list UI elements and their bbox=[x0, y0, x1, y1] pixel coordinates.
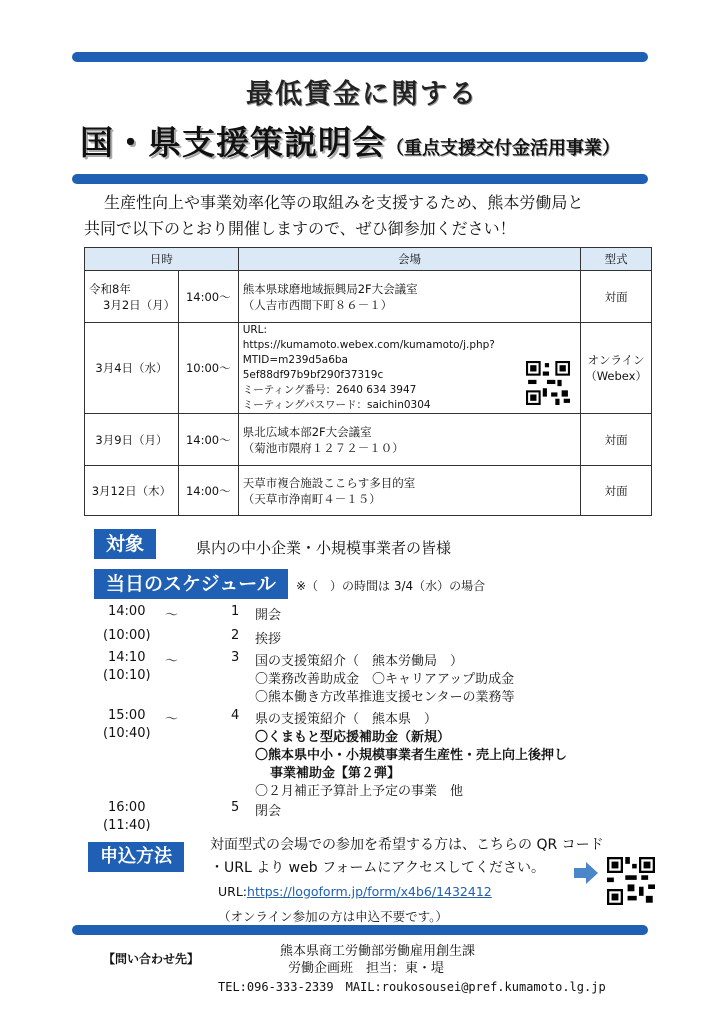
apply-url-line bbox=[218, 884, 492, 899]
row-date: 3月4日（水） bbox=[85, 323, 179, 414]
schedule-item: 事業補助金【第２弾】 bbox=[270, 766, 401, 781]
row-type: 対面 bbox=[581, 466, 652, 516]
row-venue bbox=[238, 323, 581, 414]
row-time: 14:00〜 bbox=[178, 414, 238, 466]
meeting-password: ミーティングパスワード：saichin0304 bbox=[242, 399, 431, 411]
schedule-time: 15:00 bbox=[108, 708, 146, 723]
schedule-num: 1 bbox=[231, 604, 240, 619]
schedule-item: 県の支援策紹介（ 熊本県 ） bbox=[255, 712, 438, 727]
table-row bbox=[85, 323, 652, 414]
apply-line-1: 対面型式の会場での参加を希望する方は、こちらの QR コード bbox=[210, 837, 604, 853]
apply-label: 申込方法 bbox=[88, 842, 184, 872]
apply-text bbox=[210, 834, 604, 880]
intro-line-1: 生産性向上や事業効率化等の取組みを支援するため、熊本労働局と bbox=[104, 193, 584, 212]
schedule-item: 国の支援策紹介（ 熊本労働局 ） bbox=[255, 654, 464, 669]
date-year: 令和8年 bbox=[89, 281, 131, 296]
contact-tel-mail[interactable]: TEL:096-333-2339 MAIL:roukosousei@pref.kumamoto.lg.jp bbox=[218, 980, 606, 994]
schedule-time: (10:00) bbox=[103, 628, 151, 643]
webex-qr-code-icon bbox=[526, 361, 570, 405]
row-time: 14:00〜 bbox=[178, 271, 238, 323]
title-main: 国・県支援策説明会 bbox=[80, 123, 386, 162]
row-date bbox=[85, 271, 179, 323]
schedule-item: 〇熊本県中小・小規模事業者生産性・売上向上後押し bbox=[255, 748, 568, 763]
col-header-venue: 会場 bbox=[238, 248, 581, 271]
schedule-tilde: 〜 bbox=[165, 654, 179, 669]
webex-url-1[interactable]: https://kumamoto.webex.com/kumamoto/j.php?MTID=m239d5a6ba bbox=[242, 339, 495, 366]
schedule-item: 開会 bbox=[255, 608, 282, 623]
schedule-time: 14:00 bbox=[108, 604, 146, 619]
online-note: （オンライン参加の方は申込不要です。） bbox=[218, 909, 448, 924]
row-date: 3月12日（木） bbox=[85, 466, 179, 516]
table-row bbox=[85, 414, 652, 466]
col-header-type: 型式 bbox=[581, 248, 652, 271]
schedule-time: 16:00 bbox=[108, 800, 146, 815]
schedule-item: 閉会 bbox=[255, 804, 282, 819]
title-line-1: 最低賃金に関する bbox=[246, 79, 478, 110]
schedule-num: 5 bbox=[231, 800, 240, 815]
contact-label: 【問い合わせ先】 bbox=[103, 952, 200, 966]
intro-line-2: 共同で以下のとおり開催しますので、ぜひ御参加ください！ bbox=[84, 219, 516, 238]
schedule-num: 2 bbox=[231, 628, 240, 643]
title-subtitle: （重点支援交付金活用事業） bbox=[386, 138, 620, 159]
venue-address: （人吉市西間下町８６－１） bbox=[242, 297, 393, 312]
row-type bbox=[581, 323, 652, 414]
schedule-time: (10:10) bbox=[103, 668, 151, 683]
row-type: 対面 bbox=[581, 271, 652, 323]
contact-dept: 熊本県商工労働部労働雇用創生課 bbox=[280, 944, 476, 959]
schedule-label: 当日のスケジュール bbox=[94, 569, 288, 599]
venue-name: 天草市複合施設ここらす多目的室 bbox=[242, 475, 416, 490]
venue-name: 県北広域本部2F大会議室 bbox=[242, 424, 372, 439]
schedule-item: 〇業務改善助成金 〇キャリアアップ助成金 bbox=[255, 672, 515, 687]
url-prefix: URL: bbox=[218, 884, 248, 899]
title-divider-bar bbox=[72, 174, 648, 184]
target-text: 県内の中小企業・小規模事業者の皆様 bbox=[196, 539, 452, 557]
row-time: 14:00〜 bbox=[178, 466, 238, 516]
apply-form-link[interactable]: https://logoform.jp/form/x4b6/1432412 bbox=[247, 884, 492, 899]
session-table bbox=[84, 247, 652, 516]
schedule-num: 4 bbox=[231, 708, 240, 723]
contact-section: 労働企画班 担当：東・堤 bbox=[288, 961, 445, 976]
meeting-number: ミーティング番号：2640 634 3947 bbox=[242, 384, 417, 396]
contact-block bbox=[280, 943, 475, 977]
table-header-row bbox=[85, 248, 652, 271]
row-venue bbox=[238, 466, 581, 516]
row-venue bbox=[238, 414, 581, 466]
table-row bbox=[85, 271, 652, 323]
venue-address: （天草市浄南町４－１５） bbox=[242, 491, 381, 506]
venue-url-label: URL: bbox=[242, 324, 268, 336]
row-time: 10:00〜 bbox=[178, 323, 238, 414]
venue-name: 熊本県球磨地域振興局2F大会議室 bbox=[242, 281, 418, 296]
date-day: 3月2日（月） bbox=[103, 297, 176, 312]
schedule-num: 3 bbox=[231, 650, 240, 665]
apply-line-2: ・URL より web フォームにアクセスしてください。 bbox=[210, 860, 545, 876]
schedule-time: (10:40) bbox=[103, 726, 151, 741]
schedule-note: ※（ ）の時間は 3/4（水）の場合 bbox=[296, 579, 486, 593]
type-webex: （Webex） bbox=[585, 369, 647, 383]
table-row bbox=[85, 466, 652, 516]
bottom-divider-bar bbox=[72, 925, 648, 935]
schedule-time: 14:10 bbox=[108, 650, 146, 665]
schedule-tilde: 〜 bbox=[165, 608, 179, 623]
apply-qr-code-icon[interactable] bbox=[607, 856, 655, 906]
row-date: 3月9日（月） bbox=[85, 414, 179, 466]
schedule-item: 〇くまもと型応援補助金（新規） bbox=[255, 730, 451, 745]
schedule-time: (11:40) bbox=[103, 818, 151, 833]
title-line-2 bbox=[80, 117, 620, 164]
row-type: 対面 bbox=[581, 414, 652, 466]
target-label: 対象 bbox=[94, 529, 156, 559]
schedule-item: 〇２月補正予算計上予定の事業 他 bbox=[255, 784, 464, 799]
schedule-item: 〇熊本働き方改革推進支援センターの業務等 bbox=[255, 690, 515, 705]
arrow-right-icon bbox=[574, 862, 598, 884]
top-divider-bar bbox=[72, 52, 648, 62]
venue-address: （菊池市隈府１２７２－１０） bbox=[242, 440, 404, 455]
schedule-tilde: 〜 bbox=[165, 712, 179, 727]
type-online: オンライン bbox=[587, 353, 645, 367]
intro-text bbox=[84, 190, 664, 242]
webex-url-2[interactable]: 5ef88df97b9bf290f37319c bbox=[242, 369, 384, 381]
row-venue bbox=[238, 271, 581, 323]
col-header-datetime: 日時 bbox=[85, 248, 239, 271]
schedule-item: 挨拶 bbox=[255, 632, 282, 647]
